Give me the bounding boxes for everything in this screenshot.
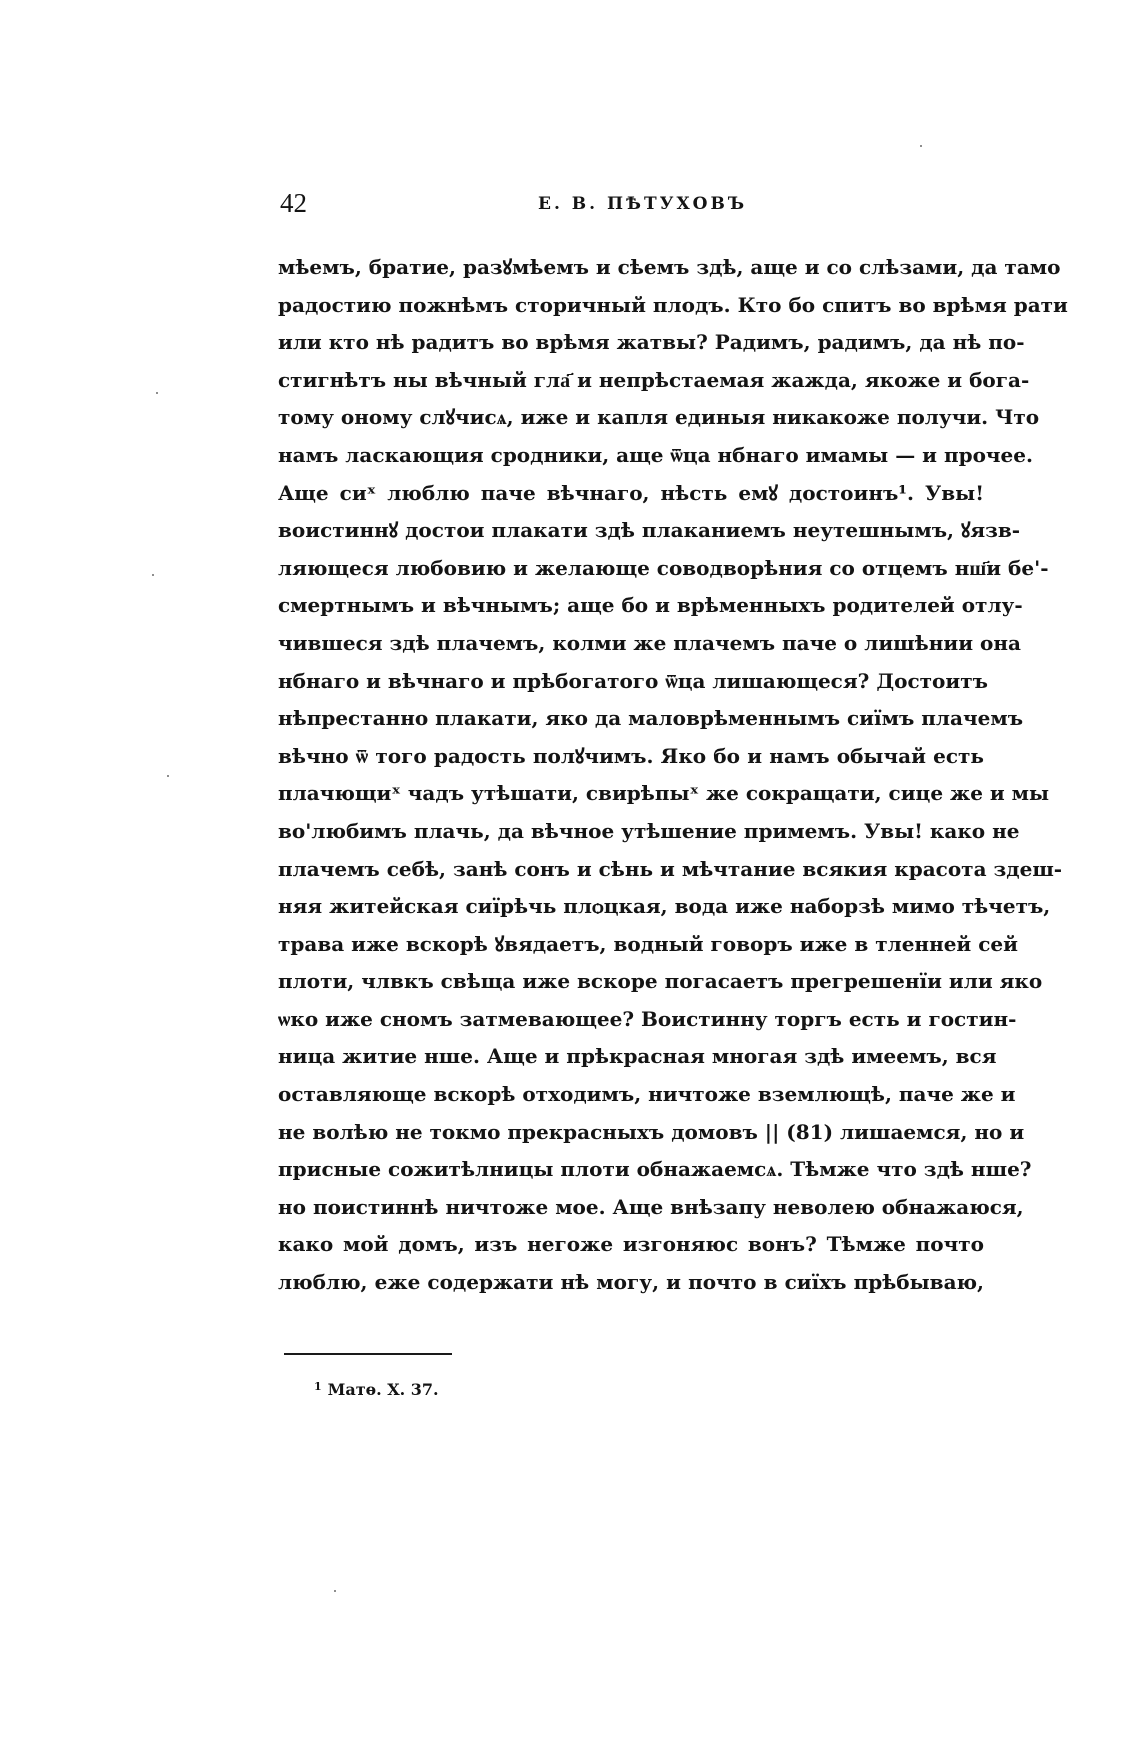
text-line: радостию пожнѣмъ сторичный плодъ. Кто бо спитъ во врѣмя рати [278,292,1068,317]
text-line: плачемъ себѣ, занѣ сонъ и сѣнь и мѣчтание всякия красота здеш- [278,856,1063,881]
text-line: люблю, еже содержати нѣ могу, и почто в сиїхъ прѣбываю, [278,1270,984,1295]
scan-speck [334,1590,336,1592]
text-line: нѣпрестанно плакати, яко да маловрѣменнымъ сиїмъ плачемъ [278,706,1024,731]
page-number: 42 [280,188,307,218]
text-line: смертнымъ и вѣчнымъ; аще бо и врѣменныхъ родителей отлу- [278,593,1023,618]
text-line: нбнаго и вѣчнаго и прѣбогатого ѿца лишающеся? Достоитъ [278,668,988,693]
text-line: плоти, члвкъ свѣща иже вскоре погасаетъ прегрешенїи или яко [278,969,1043,994]
running-header [280,188,980,224]
text-line: намъ ласкающия сродники, аще ѿца нбнаго имамы — и прочее. [278,442,1033,467]
text-line: стигнѣтъ ны вѣчный гла҃ и непрѣстаемая жажда, якоже и бога- [278,367,1030,392]
text-line: трава иже вскорѣ ꙋвядаетъ, водный говоръ иже в тленней сей [278,931,1018,956]
scan-speck [152,574,154,576]
text-line: ляющеся любовию и желающе соводворѣния со отцемъ нш҃и бе'- [278,555,1049,580]
footnote [314,1380,439,1399]
text-line: не волѣю не токмо прекрасныхъ домовъ || (81) лишаемся, но и [278,1119,1025,1144]
text-line: како мой домъ, изъ негоже изгоняюс вонъ? Тѣмже почто [278,1232,984,1257]
scan-speck [167,775,169,777]
footnote-divider [284,1353,452,1355]
text-line: оставляюще вскорѣ отходимъ, ничтоже вземлющѣ, паче же и [278,1082,1016,1107]
body-text [278,249,1068,1302]
text-line: ѡко иже сномъ затмевающее? Воистинну торгъ есть и гостин- [278,1006,1017,1031]
text-line: мѣемъ, братие, разꙋмѣемъ и сѣемъ здѣ, аще и со слѣзами, да тамо [278,255,1061,279]
text-line: тому оному слꙋчисѧ, иже и капля единыя никакоже получи. Что [278,405,1040,430]
text-line: присные сожитѣлницы плоти обнажаемсѧ. Тѣмже что здѣ нше? [278,1157,1032,1182]
text-line: или кто нѣ радитъ во врѣмя жатвы? Радимъ, радимъ, да нѣ по- [278,330,1025,355]
scan-speck [156,392,158,394]
text-line: во'любимъ плачь, да вѣчное утѣшение примемъ. Увы! како не [278,818,1020,843]
running-title: Е. В. ПѢТУХОВЪ [538,194,748,214]
footnote-marker: 1 [314,1380,322,1393]
scan-speck [920,145,922,147]
text-line: няя житейская сиїрѣчь плѻцкая, вода иже наборзѣ мимо тѣчетъ, [278,894,1051,919]
text-line: ница житие нше. Аще и прѣкрасная многая здѣ имеемъ, вся [278,1044,997,1069]
text-line: но поистиннѣ ничтоже мое. Аще внѣзапу неволею обнажаюся, [278,1194,1024,1219]
footnote-text: Матѳ. X. 37. [327,1380,439,1399]
text-line: плачющиˣ чадъ утѣшати, свирѣпыˣ же сокращати, сице же и мы [278,781,1050,806]
text-line: вѣчно ѿ того радость полꙋчимъ. Яко бо и намъ обычай есть [278,743,984,768]
text-line: воистиннꙋ достои плакати здѣ плаканиемъ неутешнымъ, ꙋязв- [278,518,1021,543]
text-line: Аще сиˣ люблю паче вѣчнаго, нѣсть емꙋ достоинъ¹. Увы! [278,480,984,505]
text-line: чившеся здѣ плачемъ, колми же плачемъ паче о лишѣнии она [278,630,1021,655]
